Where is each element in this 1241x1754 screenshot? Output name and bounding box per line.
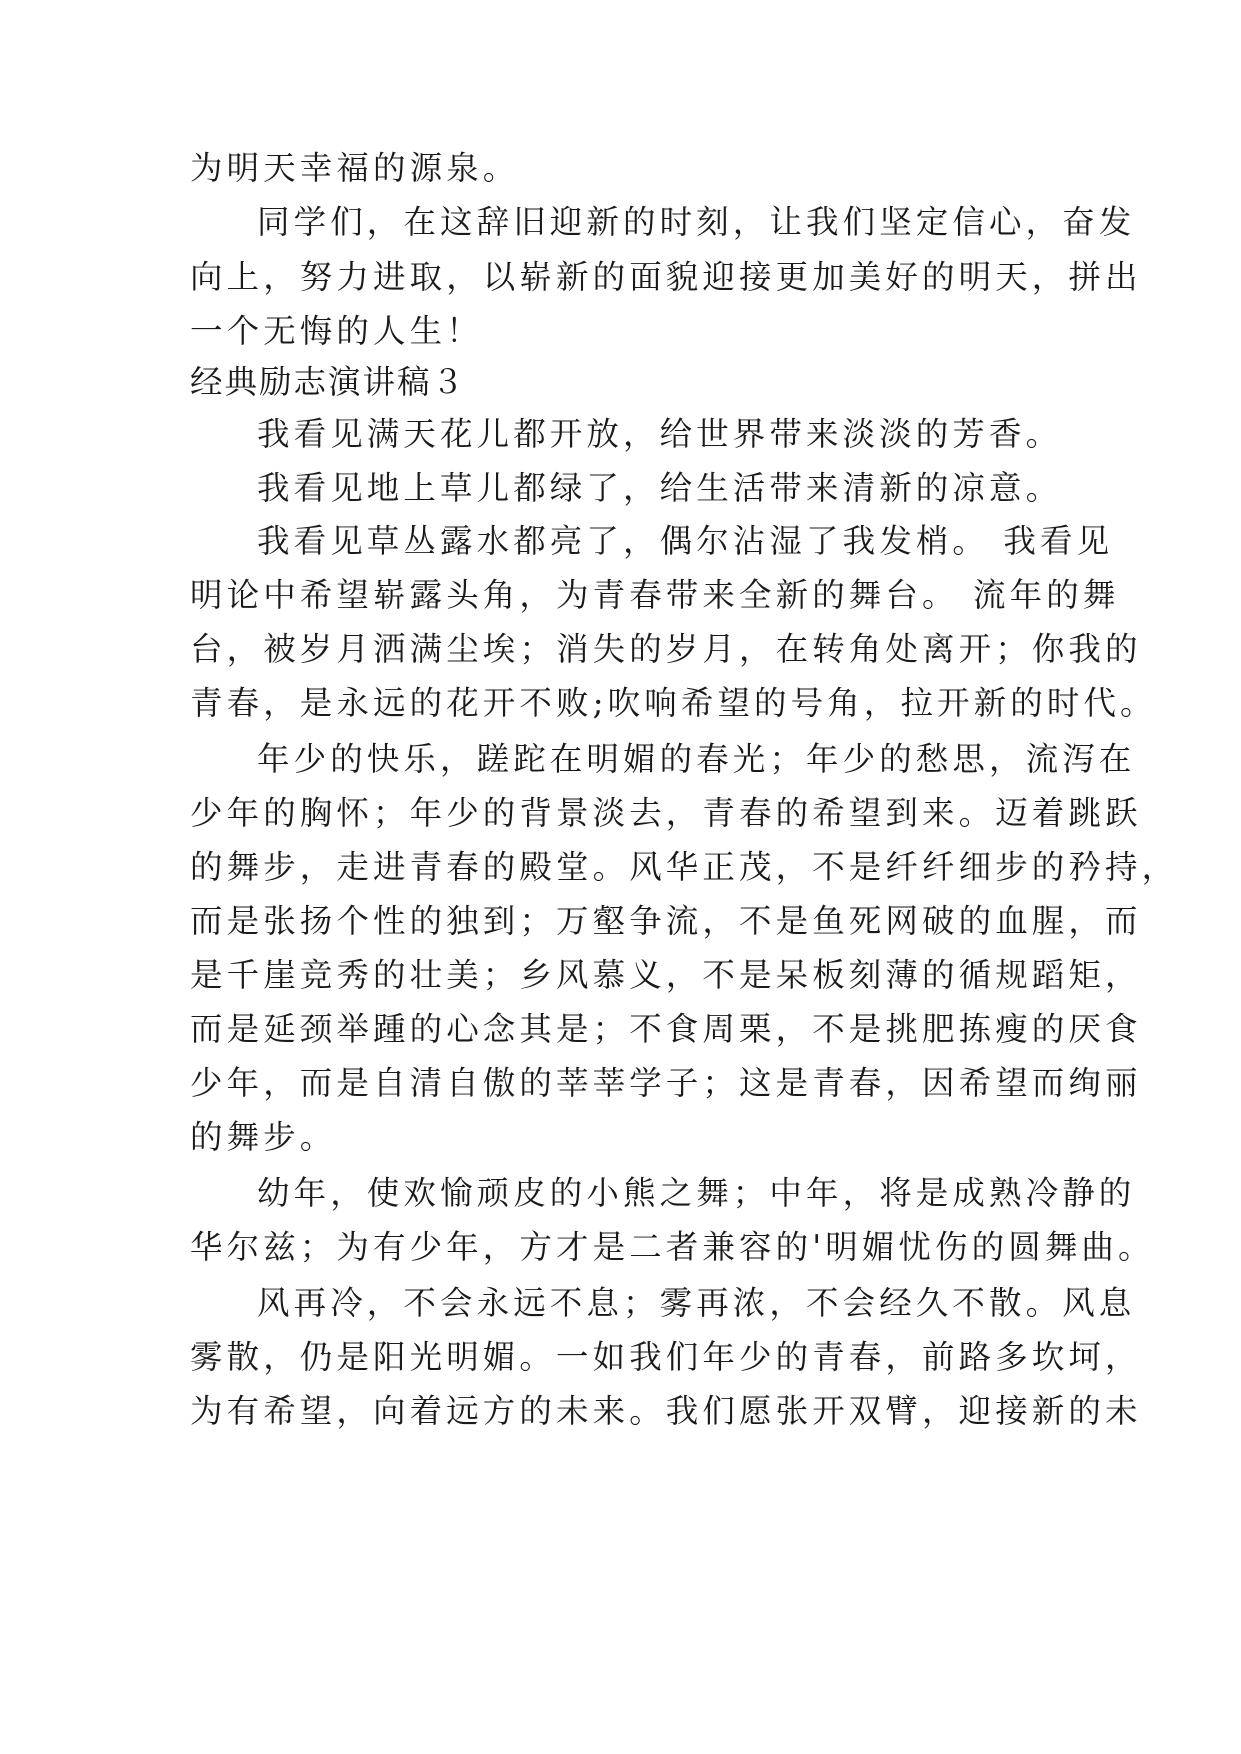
paragraph-line: 的舞步。 xyxy=(190,1118,337,1156)
paragraph-line: 风再冷，不会永远不息；雾再浓，不会经久不散。风息 xyxy=(257,1284,1136,1322)
paragraph-line: 华尔兹；为有少年，方才是二者兼容的'明媚忧伤的圆舞曲。 xyxy=(190,1228,1155,1266)
paragraph-line: 是千崖竞秀的壮美；乡风慕义，不是呆板刻薄的循规蹈矩， xyxy=(190,956,1142,994)
paragraph-line: 同学们，在这辞旧迎新的时刻，让我们坚定信心，奋发 xyxy=(257,203,1136,241)
paragraph-line: 少年，而是自清自傲的莘莘学子；这是青春，因希望而绚丽 xyxy=(190,1064,1142,1102)
paragraph-line: 的舞步，走进青春的殿堂。风华正茂，不是纤纤细步的矜持， xyxy=(190,848,1179,886)
paragraph-line: 雾散，仍是阳光明媚。一如我们年少的青春，前路多坎坷， xyxy=(190,1338,1142,1376)
paragraph-line: 为明天幸福的源泉。 xyxy=(190,149,520,187)
paragraph-line: 我看见满天花儿都开放，给世界带来淡淡的芳香。 xyxy=(257,415,1063,453)
paragraph-line: 我看见地上草儿都绿了，给生活带来清新的凉意。 xyxy=(257,469,1063,507)
paragraph-line: 而是延颈举踵的心念其是；不食周栗，不是挑肥拣瘦的厌食 xyxy=(190,1010,1142,1048)
paragraph-line: 台，被岁月洒满尘埃；消失的岁月，在转角处离开；你我的 xyxy=(190,630,1142,668)
paragraph-line: 年少的快乐，蹉跎在明媚的春光；年少的愁思，流泻在 xyxy=(257,740,1136,778)
paragraph-line: 而是张扬个性的独到；万壑争流，不是鱼死网破的血腥，而 xyxy=(190,902,1142,940)
paragraph-line: 青春，是永远的花开不败;吹响希望的号角，拉开新的时代。 xyxy=(190,684,1157,722)
paragraph-line: 幼年，使欢愉顽皮的小熊之舞；中年，将是成熟冷静的 xyxy=(257,1174,1136,1212)
paragraph-line: 为有希望，向着远方的未来。我们愿张开双臂，迎接新的未 xyxy=(190,1392,1142,1430)
paragraph-line: 向上，努力进取，以崭新的面貌迎接更加美好的明天，拼出 xyxy=(190,258,1142,296)
paragraph-line: 明论中希望崭露头角，为青春带来全新的舞台。 流年的舞 xyxy=(190,576,1120,614)
paragraph-line: 少年的胸怀；年少的背景淡去，青春的希望到来。迈着跳跃 xyxy=(190,794,1142,832)
section-heading: 经典励志演讲稿３ xyxy=(190,363,467,401)
paragraph-line: 我看见草丛露水都亮了，偶尔沾湿了我发梢。 我看见 xyxy=(257,522,1114,560)
paragraph-line: 一个无悔的人生！ xyxy=(190,312,483,350)
